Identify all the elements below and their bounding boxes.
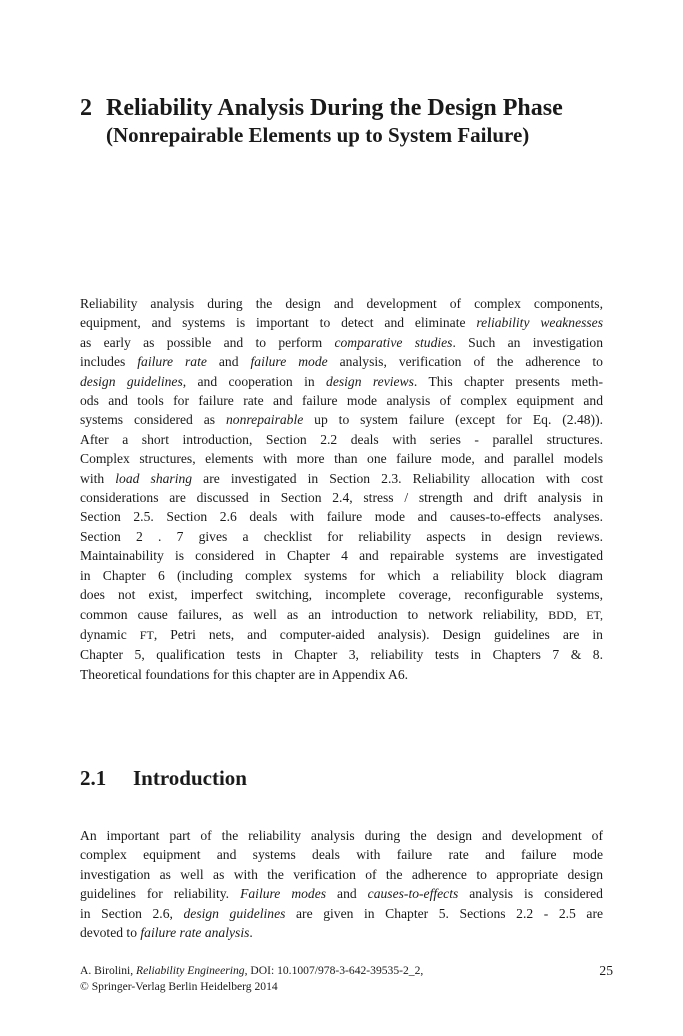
text-line: [80, 826, 603, 845]
text-run: are investigated in Section 2.3. Reliability allocation with cost: [192, 470, 603, 486]
text-run: with: [80, 470, 116, 486]
text-run: does not exist, imperfect switching, incomplete coverage, reconfigurable systems,: [80, 587, 603, 603]
page-number: 25: [599, 963, 613, 978]
text-run: are given in Chapter 5. Sections 2.2 - 2.5 are: [285, 905, 604, 921]
citation-line: [80, 963, 613, 979]
text-run: Reliability analysis during the design and development of complex components,: [80, 296, 603, 311]
text-run: . Such an investigation: [452, 334, 604, 350]
section-title: Introduction: [133, 766, 247, 790]
doi: , DOI: 10.1007/978-3-642-39535-2_2,: [244, 964, 424, 977]
book-title: Reliability Engineering: [136, 964, 245, 977]
text-line: [80, 546, 603, 565]
text-line: [80, 904, 603, 923]
text-line: [80, 507, 603, 526]
text-run: .: [249, 925, 253, 941]
section-number: 2.1: [80, 766, 107, 790]
text-run: design guidelines: [80, 373, 183, 389]
text-run: FT: [139, 627, 154, 642]
text-line: [80, 865, 603, 884]
text-line: [80, 665, 603, 684]
text-run: reliability weaknesses: [476, 315, 604, 331]
text-run: considerations are discussed in Section 2.4, stress / strength and drift analysis in: [80, 490, 603, 506]
text-run: and: [206, 354, 251, 370]
text-run: dynamic: [80, 626, 140, 642]
text-run: comparative studies: [334, 334, 453, 350]
chapter-number: 2: [80, 95, 92, 121]
text-run: Failure modes: [240, 886, 327, 902]
text-run: failure rate analysis: [140, 925, 250, 941]
text-run: analysis, verification of the adherence to: [327, 354, 603, 370]
text-line: [80, 845, 603, 864]
text-line: [80, 645, 603, 664]
text-line: [80, 585, 603, 604]
page-footer: [80, 963, 613, 995]
text-run: , and cooperation in: [182, 373, 327, 389]
text-run: ods and tools for failure rate and failure mode analysis of complex equipment and: [80, 393, 603, 409]
text-line: [80, 333, 603, 352]
text-run: , Petri nets, and computer-aided analysis). Design guidelines are in: [153, 626, 603, 642]
text-run: . This chapter presents meth-: [413, 373, 603, 389]
text-run: common cause failures, as well as an introduction to network reliability,: [80, 606, 549, 622]
chapter-title: Reliability Analysis During the Design Phase: [106, 95, 563, 121]
text-line: [80, 449, 603, 468]
text-run: includes: [80, 354, 138, 370]
text-run: After a short introduction, Section 2.2 deals with series - parallel structures.: [80, 431, 603, 447]
text-line: [80, 372, 603, 391]
text-line: [80, 430, 603, 449]
chapter-heading: [80, 94, 640, 148]
text-line: [80, 527, 603, 546]
text-run: equipment, and systems is important to detect and eliminate: [80, 315, 477, 331]
text-line: [80, 884, 603, 903]
text-run: Section 2.5. Section 2.6 deals with failure mode and causes-to-effects analyses.: [80, 509, 603, 525]
text-run: guidelines for reliability.: [80, 886, 241, 902]
chapter-intro-paragraph: [80, 294, 603, 684]
text-line: [80, 488, 603, 507]
text-run: complex equipment and systems deals with failure rate and failure mode: [80, 847, 603, 863]
text-line: [80, 566, 603, 585]
text-line: [80, 625, 603, 645]
text-line: [80, 469, 603, 488]
text-run: BDD, ET,: [548, 607, 603, 622]
text-line: [80, 605, 603, 625]
text-line: [80, 352, 603, 371]
text-run: design reviews: [326, 373, 414, 389]
author: A. Birolini,: [80, 964, 137, 977]
text-line: [80, 313, 603, 332]
text-line: [80, 294, 603, 313]
section-paragraph: [80, 826, 603, 942]
text-run: analysis is considered: [458, 886, 603, 902]
text-line: [80, 391, 603, 410]
chapter-subtitle: (Nonrepairable Elements up to System Failure): [106, 123, 530, 147]
text-run: design guidelines: [183, 905, 286, 921]
text-run: Complex structures, elements with more than one failure mode, and parallel models: [80, 451, 603, 467]
text-run: causes-to-effects: [367, 886, 459, 902]
text-run: and: [326, 886, 368, 902]
text-run: investigation as well as with the verification of the adherence to appropriate design: [80, 866, 603, 882]
text-run: systems considered as: [80, 412, 226, 428]
text-run: up to system failure (except for Eq. (2.48)).: [303, 412, 604, 428]
text-run: load sharing: [115, 470, 193, 486]
text-line: [80, 923, 603, 942]
text-run: nonrepairable: [225, 412, 304, 428]
section-heading: [80, 765, 247, 791]
text-run: Theoretical foundations for this chapter are in Appendix A6.: [80, 666, 409, 682]
text-run: An important part of the reliability analysis during the design and development of: [80, 828, 603, 843]
copyright-line: © Springer-Verlag Berlin Heidelberg 2014: [80, 980, 278, 993]
text-run: failure rate: [137, 354, 207, 370]
text-line: [80, 410, 603, 429]
text-run: Maintainability is considered in Chapter 4 and repairable systems are investigated: [80, 548, 603, 564]
text-run: in Section 2.6,: [80, 905, 184, 921]
text-run: failure mode: [250, 354, 328, 370]
text-run: as early as possible and to perform: [80, 334, 335, 350]
text-run: in Chapter 6 (including complex systems for which a reliability block diagram: [80, 567, 603, 583]
text-run: Section 2 . 7 gives a checklist for reliability aspects in design reviews.: [80, 528, 603, 544]
text-run: Chapter 5, qualification tests in Chapter 3, reliability tests in Chapters 7 & 8.: [80, 647, 603, 663]
text-run: devoted to: [80, 925, 141, 941]
